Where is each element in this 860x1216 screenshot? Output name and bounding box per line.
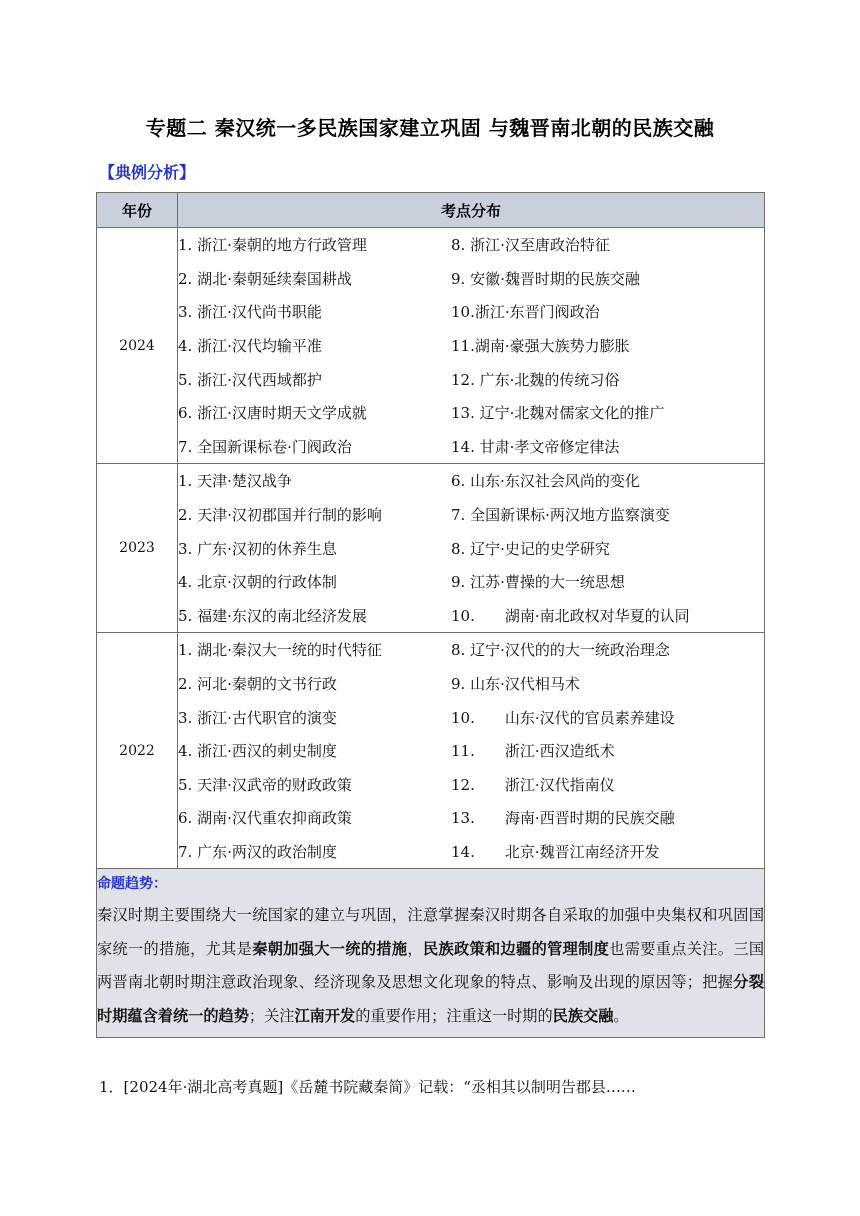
exam-point-item: 12. 浙江·汉代指南仪 <box>451 775 615 794</box>
exam-point-item: 2. 河北·秦朝的文书行政 <box>178 675 337 694</box>
exam-point-row <box>178 700 764 734</box>
exam-point-item: 7. 全国新课标·两汉地方监察演变 <box>451 506 670 525</box>
year-cell: 2022 <box>97 633 178 869</box>
trend-emphasis: 分裂时期蕴含着统一的趋势 <box>97 973 765 1025</box>
exam-point-item: 7. 全国新课标卷·门阀政治 <box>178 437 352 456</box>
exam-point-item: 6. 山东·东汉社会风尚的变化 <box>451 472 640 491</box>
trend-row <box>97 869 765 1038</box>
year-group-row <box>97 633 765 869</box>
trend-paragraph <box>97 899 764 1037</box>
trend-text-segment: 的重要作用；注重这一时期的 <box>355 1006 553 1025</box>
exam-point-item: 5. 福建·东汉的南北经济发展 <box>178 606 367 625</box>
trend-text-segment: 秦汉时期主要围绕大一统国家的建立与巩固，注意掌握秦汉时期各自采取的加强中央集权和巩固国家统一的措施，尤其是 <box>97 906 764 958</box>
exam-point-row <box>178 464 764 498</box>
exam-point-item: 13. 辽宁·北魏对儒家文化的推广 <box>451 404 665 423</box>
year-group-row <box>97 228 765 464</box>
exam-points-table <box>96 192 765 1038</box>
exam-point-item: 4. 浙江·汉代均输平准 <box>178 337 322 356</box>
exam-point-item: 13. 海南·西晋时期的民族交融 <box>451 809 675 828</box>
header-points: 考点分布 <box>178 193 765 228</box>
exam-point-row <box>178 734 764 768</box>
exam-point-row <box>178 430 764 464</box>
header-year: 年份 <box>97 193 178 228</box>
trend-emphasis: 江南开发 <box>294 1006 356 1025</box>
exam-point-item: 8. 辽宁·史记的史学研究 <box>451 539 610 558</box>
trend-title: 命题趋势： <box>97 876 167 893</box>
trend-text-segment: ；关注 <box>248 1006 295 1025</box>
exam-point-row <box>178 498 764 532</box>
exam-point-row <box>178 768 764 802</box>
exam-point-item: 4. 北京·汉朝的行政体制 <box>178 573 337 592</box>
trend-cell <box>97 869 765 1038</box>
document-title: 专题二 秦汉统一多民族国家建立巩固 与魏晋南北朝的民族交融 <box>145 116 715 140</box>
exam-point-item: 1. 浙江·秦朝的地方行政管理 <box>178 236 367 255</box>
exam-points-cell <box>178 464 765 633</box>
exam-point-item: 5. 天津·汉武帝的财政政策 <box>178 775 352 794</box>
exam-point-item: 4. 浙江·西汉的刺史制度 <box>178 742 337 761</box>
exam-point-row <box>178 362 764 396</box>
exam-point-item: 11. 浙江·西汉造纸术 <box>451 742 615 761</box>
year-cell: 2024 <box>97 228 178 464</box>
exam-point-row <box>178 667 764 701</box>
exam-point-row <box>178 295 764 329</box>
exam-point-item: 8. 辽宁·汉代的的大一统政治理念 <box>451 641 670 660</box>
exam-point-row <box>178 396 764 430</box>
exam-point-item: 14. 甘肃·孝文帝修定律法 <box>451 437 620 456</box>
question-1-start: 1．[2024年·湖北高考真题]《岳麓书院藏秦简》记载：“丞相其以制明告郡县…… <box>99 1078 636 1096</box>
year-group-row <box>97 464 765 633</box>
exam-point-item: 2. 天津·汉初郡国并行制的影响 <box>178 506 382 525</box>
exam-point-item: 6. 湖南·汉代重农抑商政策 <box>178 809 352 828</box>
exam-point-item: 9. 安徽·魏晋时期的民族交融 <box>451 269 640 288</box>
exam-point-item: 7. 广东·两汉的政治制度 <box>178 842 337 861</box>
exam-point-row <box>178 329 764 363</box>
trend-text-segment: 。 <box>613 1006 629 1025</box>
exam-point-row <box>178 531 764 565</box>
exam-point-item: 9. 山东·汉代相马术 <box>451 675 580 694</box>
exam-point-item: 10. 湖南·南北政权对华夏的认同 <box>451 606 690 625</box>
exam-points-cell <box>178 228 765 464</box>
exam-point-row <box>178 599 764 633</box>
exam-point-item: 10.浙江·东晋门阀政治 <box>451 303 600 322</box>
exam-point-item: 3. 浙江·汉代尚书职能 <box>178 303 322 322</box>
exam-point-item: 1. 天津·楚汉战争 <box>178 472 292 491</box>
trend-emphasis: 民族政策和边疆的管理制度 <box>422 939 610 958</box>
exam-point-item: 11.湖南·豪强大族势力膨胀 <box>451 337 630 356</box>
exam-point-item: 9. 江苏·曹操的大一统思想 <box>451 573 625 592</box>
trend-emphasis: 秦朝加强大一统的措施 <box>252 939 408 958</box>
section-label: 【典例分析】 <box>99 163 196 182</box>
trend-emphasis: 民族交融 <box>552 1006 614 1025</box>
exam-point-row <box>178 565 764 599</box>
table-header-row <box>97 193 765 228</box>
exam-point-item: 3. 广东·汉初的休养生息 <box>178 539 337 558</box>
trend-text-segment: 也需要重点关注。三国两晋南北朝时期注意政治现象、经济现象及思想文化现象的特点、影响及出现的原因等；把握 <box>97 939 765 992</box>
exam-point-item: 6. 浙江·汉唐时期天文学成就 <box>178 404 367 423</box>
exam-point-item: 12. 广东·北魏的传统习俗 <box>451 370 620 389</box>
exam-point-row <box>178 835 764 869</box>
trend-text-segment: ， <box>407 939 423 958</box>
exam-point-row <box>178 633 764 667</box>
exam-point-item: 5. 浙江·汉代西域都护 <box>178 370 322 389</box>
year-cell: 2023 <box>97 464 178 633</box>
exam-point-row <box>178 228 764 262</box>
exam-point-item: 2. 湖北·秦朝延续秦国耕战 <box>178 269 352 288</box>
exam-point-row <box>178 262 764 296</box>
exam-point-item: 14. 北京·魏晋江南经济开发 <box>451 842 660 861</box>
exam-point-item: 3. 浙江·古代职官的演变 <box>178 708 337 727</box>
exam-points-cell <box>178 633 765 869</box>
exam-point-row <box>178 801 764 835</box>
exam-point-item: 10. 山东·汉代的官员素养建设 <box>451 708 675 727</box>
exam-point-item: 1. 湖北·秦汉大一统的时代特征 <box>178 641 382 660</box>
exam-point-item: 8. 浙江·汉至唐政治特征 <box>451 236 610 255</box>
